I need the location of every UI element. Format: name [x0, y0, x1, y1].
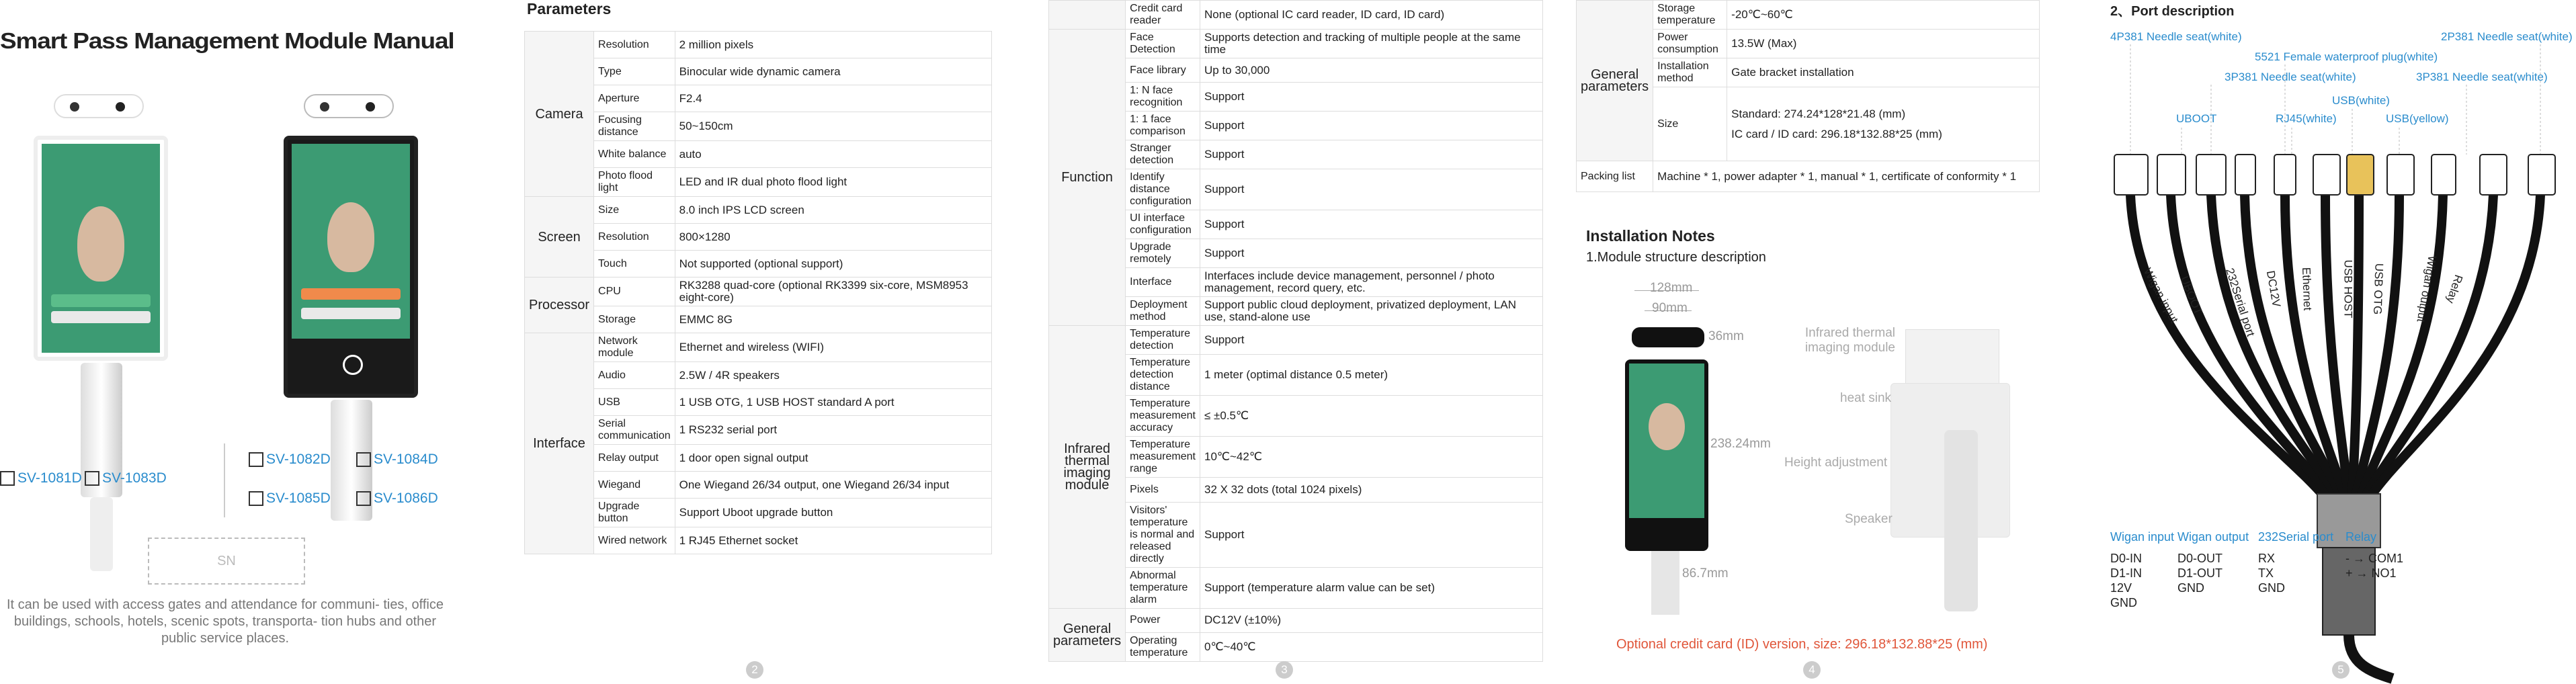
param-value: 8.0 inch IPS LCD screen — [675, 197, 991, 224]
legend-line: D1-IN — [2110, 566, 2143, 580]
param-value: Support — [1200, 502, 1542, 567]
param-key: USB — [594, 389, 675, 416]
param-value: 0℃~40℃ — [1200, 633, 1542, 662]
legend-line: D0-OUT — [2177, 552, 2222, 565]
category-cell: Screen — [525, 197, 594, 277]
note-heat-sink: heat sink — [1840, 391, 1892, 405]
model-sv-1083d: SV-1083D — [85, 470, 167, 486]
harness-diagram — [2104, 0, 2576, 684]
param-value: 2.5W / 4R speakers — [675, 362, 991, 389]
table-row — [525, 141, 992, 168]
param-value: 32 X 32 dots (total 1024 pixels) — [1200, 478, 1542, 502]
table-row — [525, 85, 992, 112]
cable-label-dc12v: DC12V — [2263, 269, 2284, 308]
param-value: -20℃~60℃ — [1727, 1, 2040, 30]
param-key: Size — [594, 197, 675, 224]
legend-2 — [2258, 529, 2333, 595]
category-cell: Camera — [525, 32, 594, 197]
category-cell: Processor — [525, 277, 594, 333]
page-1 — [0, 0, 457, 684]
table-row — [525, 333, 992, 362]
legend-0 — [2110, 529, 2174, 610]
note-speaker: Speaker — [1845, 512, 1893, 526]
model-sv-1085d: SV-1085D — [249, 490, 331, 507]
param-value: 1 door open signal output — [675, 445, 991, 472]
param-key: Wiegand — [594, 472, 675, 499]
param-key: Power consumption — [1653, 30, 1727, 58]
page-3 — [1048, 0, 1546, 684]
page-number: 4 — [1803, 661, 1821, 679]
cable-label-uboot: UBOOT — [2177, 274, 2205, 317]
page-number: 5 — [2332, 661, 2350, 679]
sn-label-box: SN — [148, 538, 305, 585]
table-row — [525, 499, 992, 527]
legend-line: D1-OUT — [2177, 566, 2222, 580]
page-number: 3 — [1276, 661, 1293, 679]
param-value: Support — [1200, 83, 1542, 112]
param-value: LED and IR dual photo flood light — [675, 168, 991, 197]
category-cell: General parameters — [1049, 608, 1126, 661]
param-value: RK3288 quad-core (optional RK3399 six-core, MSM8953 eight-core) — [675, 277, 991, 306]
param-key: Audio — [594, 362, 675, 389]
label-rj45: RJ45(white) — [2276, 112, 2337, 125]
param-value: Support — [1200, 140, 1542, 169]
category-cell — [1049, 1, 1126, 30]
param-key: Storage temperature — [1653, 1, 1727, 30]
param-key: Relay output — [594, 445, 675, 472]
table-row — [1049, 326, 1543, 355]
param-key: Upgrade button — [594, 499, 675, 527]
param-key: Face library — [1126, 58, 1200, 83]
table-row — [1049, 608, 1543, 632]
param-value: Ethernet and wireless (WIFI) — [675, 333, 991, 362]
param-value: 50~150cm — [675, 112, 991, 141]
dim-camera-width: 90mm — [1652, 301, 1688, 315]
param-key: Interface — [1126, 268, 1200, 297]
param-key: 1: N face recognition — [1126, 83, 1200, 112]
packing-value: Machine * 1, power adapter * 1, manual * 1, certificate of conformity * 1 — [1653, 161, 2040, 192]
dim-height: 238.24mm — [1710, 437, 1771, 451]
label-2p381: 2P381 Needle seat(white) — [2441, 30, 2573, 43]
param-key: Temperature measurement range — [1126, 437, 1200, 478]
category-cell: Function — [1049, 30, 1126, 326]
param-value: Support (temperature alarm value can be set) — [1200, 567, 1542, 608]
param-value: Support — [1200, 169, 1542, 210]
legend-line: - → COM1 — [2345, 552, 2404, 565]
legend-line: GND — [2258, 581, 2285, 595]
legend-title: Relay — [2345, 530, 2377, 544]
param-key: Stranger detection — [1126, 140, 1200, 169]
table-row — [1049, 1, 1543, 30]
param-key: Resolution — [594, 224, 675, 251]
parameters-heading: Parameters — [527, 0, 612, 17]
model-sv-1084d: SV-1084D — [356, 452, 438, 468]
label-4p381: 4P381 Needle seat(white) — [2110, 30, 2242, 43]
param-value: Support — [1200, 210, 1542, 239]
footer-note: Optional credit card (ID) version, size: 296.18*132.88*25 (mm) — [1616, 637, 1988, 652]
page-4 — [1576, 0, 2046, 684]
model-sv-1086d: SV-1086D — [356, 490, 438, 507]
table-row — [525, 251, 992, 277]
category-cell: Interface — [525, 333, 594, 554]
param-value: 2 million pixels — [675, 32, 991, 58]
param-key: Deployment method — [1126, 297, 1200, 326]
table-row — [525, 58, 992, 85]
param-key: Installation method — [1653, 58, 1727, 87]
param-key: Face Detection — [1126, 30, 1200, 58]
cable-label-wigan-in: Wigan input — [2141, 265, 2181, 325]
param-value: None (optional IC card reader, ID card, ID card) — [1200, 1, 1542, 30]
table-row — [1049, 30, 1543, 58]
param-key: CPU — [594, 277, 675, 306]
legend-line: TX — [2258, 566, 2274, 580]
table-row — [525, 389, 992, 416]
param-key: Visitors' temperature is normal and released directly — [1126, 502, 1200, 567]
param-key: Aperture — [594, 85, 675, 112]
table-row — [525, 416, 992, 445]
param-key: Operating temperature — [1126, 633, 1200, 662]
param-value: Standard: 274.24*128*21.48 (mm) IC card / ID card: 296.18*132.88*25 (mm) — [1727, 87, 2040, 161]
legend-title: Wigan input — [2110, 530, 2175, 544]
legend-line: GND — [2177, 581, 2204, 595]
param-value: Support Uboot upgrade button — [675, 499, 991, 527]
legend-line: GND — [2110, 596, 2137, 609]
param-key: Abnormal temperature alarm — [1126, 567, 1200, 608]
table-row — [1577, 1, 2040, 30]
note-height-adjustment: Height adjustment — [1784, 456, 1888, 470]
param-key: Size — [1653, 87, 1727, 161]
param-key: Touch — [594, 251, 675, 277]
dim-camera-height: 36mm — [1708, 329, 1744, 343]
param-value: Support — [1200, 112, 1542, 140]
param-value: F2.4 — [675, 85, 991, 112]
param-value: Gate bracket installation — [1727, 58, 2040, 87]
legend-title: 232Serial port — [2258, 530, 2334, 544]
model-sv-1081d: SV-1081D — [0, 470, 82, 486]
label-uboot: UBOOT — [2176, 112, 2217, 125]
table-row — [525, 472, 992, 499]
cable-label-wigan-out: Wigan output — [2414, 255, 2439, 324]
param-key: White balance — [594, 141, 675, 168]
page-5 — [2104, 0, 2576, 684]
param-key: Storage — [594, 306, 675, 333]
param-key: Focusing distance — [594, 112, 675, 141]
page-number: 2 — [746, 661, 763, 679]
table-row — [525, 445, 992, 472]
parameters-table-1 — [524, 31, 992, 554]
param-key: 1: 1 face comparison — [1126, 112, 1200, 140]
legend-3 — [2345, 529, 2403, 581]
packing-key: Packing list — [1577, 161, 1653, 192]
param-value: Support public cloud deployment, privatized deployment, LAN use, stand-alone use — [1200, 297, 1542, 326]
table-row — [525, 362, 992, 389]
dim-pole-height: 86.7mm — [1682, 566, 1729, 581]
param-value: auto — [675, 141, 991, 168]
legend-line: RX — [2258, 552, 2276, 565]
category-cell: General parameters — [1577, 1, 1653, 161]
structure-heading: 1.Module structure description — [1586, 250, 1766, 265]
table-row — [525, 168, 992, 197]
param-key: Serial communication — [594, 416, 675, 445]
table-row — [525, 527, 992, 554]
table-row — [525, 32, 992, 58]
param-value: EMMC 8G — [675, 306, 991, 333]
param-value: Up to 30,000 — [1200, 58, 1542, 83]
note-thermal-module: Infrared thermal imaging module — [1804, 326, 1895, 355]
param-value: Support — [1200, 239, 1542, 268]
param-key: Wired network — [594, 527, 675, 554]
param-value: 1 RS232 serial port — [675, 416, 991, 445]
label-3p381-right: 3P381 Needle seat(white) — [2416, 71, 2548, 83]
param-value: Support — [1200, 326, 1542, 355]
port-description-heading: 2、Port description — [2110, 4, 2235, 19]
legend-title: Wigan output — [2177, 530, 2249, 544]
table-row — [525, 112, 992, 141]
param-value: Not supported (optional support) — [675, 251, 991, 277]
param-value: 1 meter (optimal distance 0.5 meter) — [1200, 355, 1542, 396]
label-5521: 5521 Female waterproof plug(white) — [2255, 50, 2438, 63]
param-key: Temperature detection — [1126, 326, 1200, 355]
param-value: ≤ ±0.5℃ — [1200, 396, 1542, 437]
param-value: DC12V (±10%) — [1200, 608, 1542, 632]
legend-line: D0-IN — [2110, 552, 2143, 565]
cable-label-serial: 232Serial port — [2223, 266, 2257, 339]
param-value: Binocular wide dynamic camera — [675, 58, 991, 85]
label-usb-yellow: USB(yellow) — [2386, 112, 2449, 125]
table-row — [525, 306, 992, 333]
parameters-table-3 — [1576, 0, 2040, 192]
packing-row — [1577, 161, 2040, 192]
param-key: Temperature detection distance — [1126, 355, 1200, 396]
legend-line: 12V — [2110, 581, 2132, 595]
cable-label-usb-otg: USB OTG — [2370, 263, 2386, 315]
param-value: Interfaces include device management, personnel / photo management, record query, etc. — [1200, 268, 1542, 297]
cable-label-ethernet: Ethernet — [2300, 267, 2315, 311]
cable-label-usb-host: USB HOST — [2341, 259, 2355, 318]
dim-width: 128mm — [1650, 281, 1693, 295]
param-value: One Wiegand 26/34 output, one Wiegand 26/34 input — [675, 472, 991, 499]
param-key: Photo flood light — [594, 168, 675, 197]
param-key: Pixels — [1126, 478, 1200, 502]
param-value: 13.5W (Max) — [1727, 30, 2040, 58]
table-row — [525, 224, 992, 251]
installation-notes-heading: Installation Notes — [1586, 227, 1715, 245]
param-value: 1 RJ45 Ethernet socket — [675, 527, 991, 554]
cable-label-relay: Relay — [2444, 273, 2465, 305]
label-3p381-left: 3P381 Needle seat(white) — [2225, 71, 2356, 83]
param-value: 800×1280 — [675, 224, 991, 251]
param-key: Temperature measurement accuracy — [1126, 396, 1200, 437]
parameters-table-2 — [1048, 0, 1543, 662]
device-image-white — [34, 94, 168, 578]
param-key: Upgrade remotely — [1126, 239, 1200, 268]
param-value: 1 USB OTG, 1 USB HOST standard A port — [675, 389, 991, 416]
param-key: Credit card reader — [1126, 1, 1200, 30]
param-key: Power — [1126, 608, 1200, 632]
legend-line: + → NO1 — [2345, 566, 2397, 580]
param-value: Supports detection and tracking of multiple people at the same time — [1200, 30, 1542, 58]
usage-description: It can be used with access gates and attendance for communi- ties, office buildings, schools, hotels, scenic spots, transporta- tion hubs and other public service places. — [7, 597, 444, 646]
manual-title: Smart Pass Management Module Manual — [0, 28, 454, 53]
model-sv-1082d: SV-1082D — [249, 452, 331, 468]
page-2 — [524, 0, 995, 684]
param-key: Identify distance configuration — [1126, 169, 1200, 210]
category-cell: Infrared thermal imaging module — [1049, 326, 1126, 608]
legend-1 — [2177, 529, 2249, 595]
param-key: Network module — [594, 333, 675, 362]
param-value: 10℃~42℃ — [1200, 437, 1542, 478]
param-key: Type — [594, 58, 675, 85]
label-usb-white: USB(white) — [2332, 94, 2390, 107]
table-row — [525, 277, 992, 306]
param-key: Resolution — [594, 32, 675, 58]
param-key: UI interface configuration — [1126, 210, 1200, 239]
table-row — [525, 197, 992, 224]
